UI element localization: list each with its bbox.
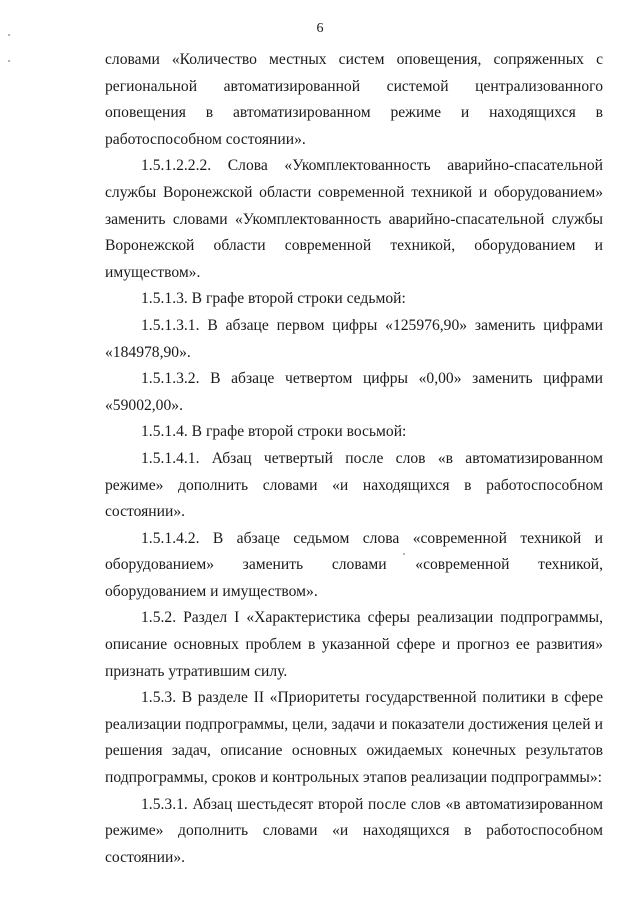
document-body xyxy=(105,47,603,871)
margin-mark xyxy=(8,60,10,62)
paragraph: 1.5.3. В разделе II «Приоритеты государственной политики в сфере реализации подпрограммы, цели, задачи и показатели достижения целей и решения задач, описание основных ожидаемых конечных результатов подпрограммы, сроков и контрольных этапов реализации подпрограммы»: xyxy=(105,689,603,787)
paragraph: 1.5.1.3. В графе второй строки седьмой: xyxy=(141,290,406,308)
paragraph: 1.5.1.4.1. Абзац четвертый после слов «в автоматизированном режиме» дополнить словами «и находящихся в работоспособном состоянии». xyxy=(105,449,603,521)
paragraph: 1.5.2. Раздел I «Характеристика сферы реализации подпрограммы, описание основных проблем в указанной сфере и прогноз ее развития» признать утратившим силу. xyxy=(105,609,603,680)
margin-mark xyxy=(8,34,10,36)
paragraph: 1.5.1.3.1. В абзаце первом цифры «125976,90» заменить цифрами «184978,90». xyxy=(105,316,603,361)
paragraph: 1.5.1.4.2. В абзаце седьмом слова «современной техникой и оборудованием» заменить словами «современной техникой, оборудованием и имуществом». xyxy=(105,529,603,600)
page-number: 6 xyxy=(316,21,324,36)
paragraph: 1.5.1.2.2.2. Слова «Укомплектованность аварийно-спасательной службы Воронежской области современной техникой и оборудованием» заменить словами «Укомплектованность аварийно-спасательной службы Воронежской области современной техникой, оборудованием и имуществом». xyxy=(105,157,603,281)
paragraph: словами «Количество местных систем оповещения, сопряженных с региональной автоматизированной системой централизованного оповещения в автоматизированном режиме и находящихся в работоспособном состоянии». xyxy=(105,51,603,148)
paragraph: 1.5.1.3.2. В абзаце четвертом цифры «0,00» заменить цифрами «59002,00». xyxy=(105,370,603,414)
paragraph: 1.5.1.4. В графе второй строки восьмой: xyxy=(141,423,407,441)
paragraph: 1.5.3.1. Абзац шестьдесят второй после слов «в автоматизированном режиме» дополнить словами «и находящихся в работоспособном состоянии». xyxy=(105,795,603,866)
